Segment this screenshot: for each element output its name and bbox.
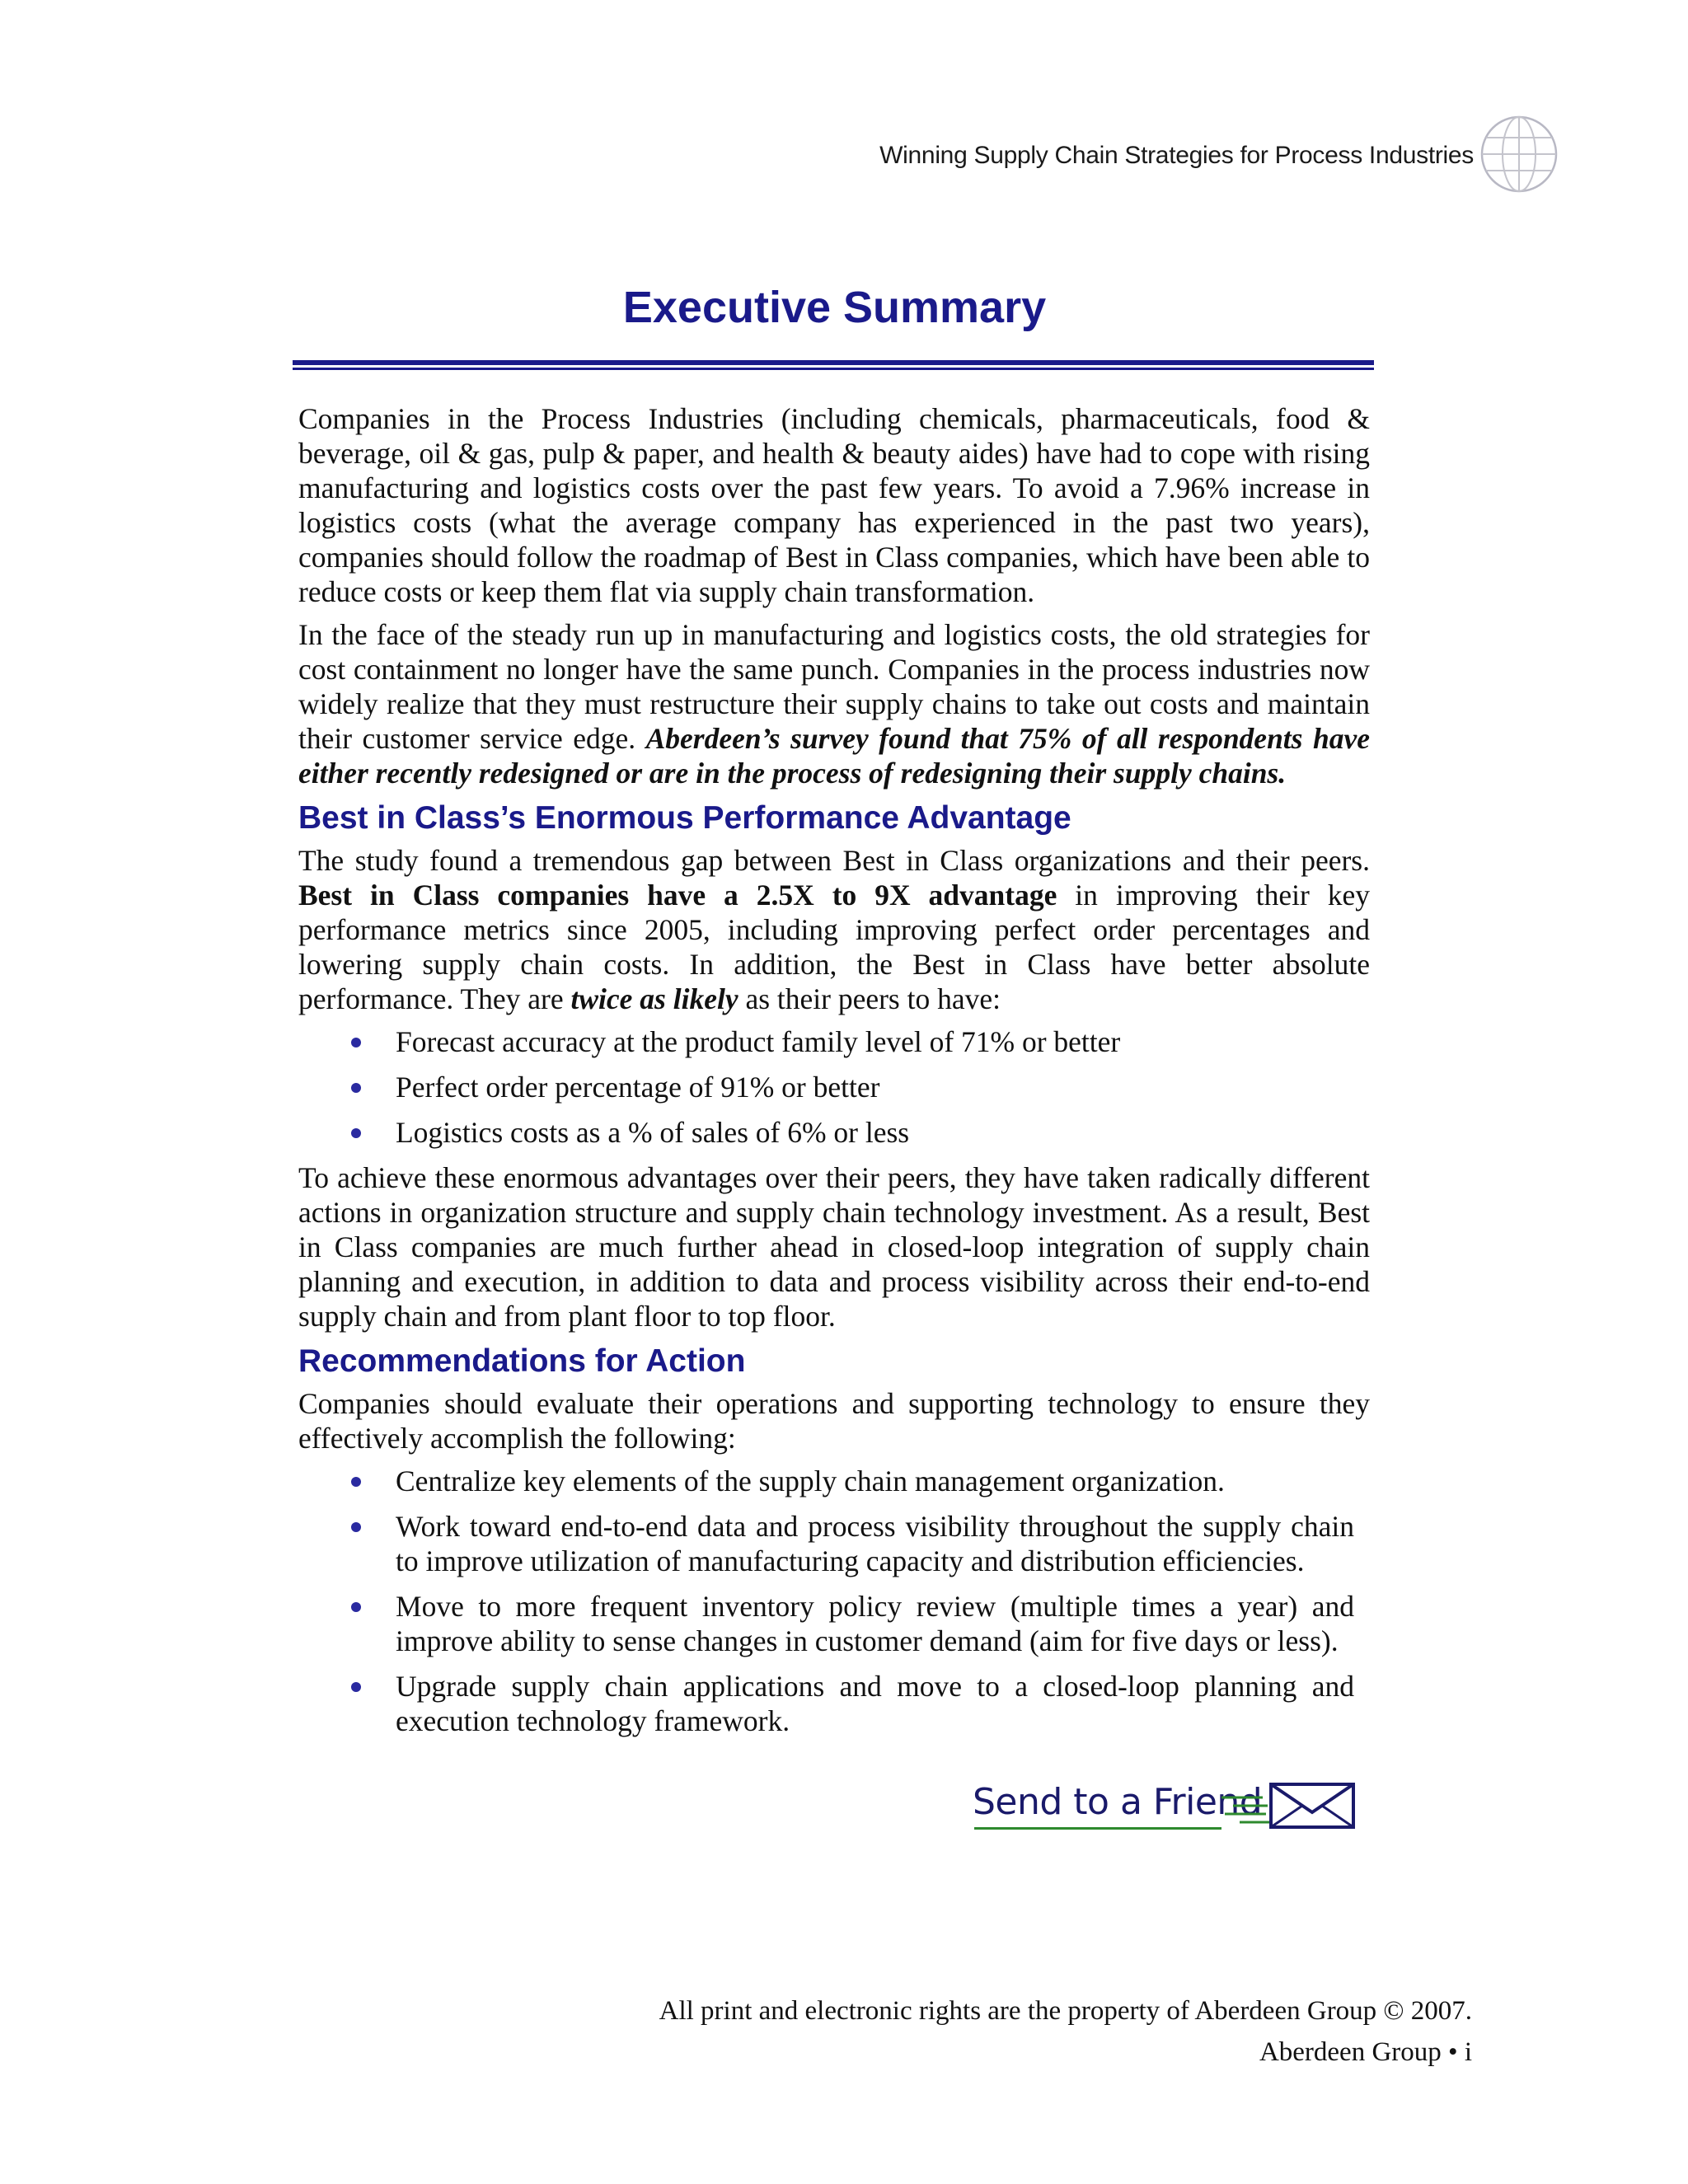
main-content: [298, 401, 1370, 1749]
performance-bullet-list: [298, 1024, 1354, 1150]
send-to-friend-label: Send to a Friend: [973, 1781, 1263, 1823]
title-divider: [293, 360, 1374, 372]
send-to-friend-underline: [974, 1827, 1221, 1830]
intro-paragraph-2-text: In the face of the steady run up in manufacturing and logistics costs, the old strategies for cost containment no longer have the same punch. Companies in the process industries now widely realize that they must restructure their supply chains to take out costs and maintain their customer service edge.: [298, 618, 1370, 755]
globe-icon: [1478, 113, 1560, 195]
recommendations-bullet-list: [298, 1464, 1354, 1738]
intro-paragraph-1: Companies in the Process Industries (including chemicals, pharmaceuticals, food & beverage, oil & gas, pulp & paper, and health & beauty aides) have had to cope with rising manufacturing and logistics costs over the past few years. To avoid a 7.96% increase in logistics costs (what the average company has experienced in the past two years), companies should follow the roadmap of Best in Class companies, which have been able to reduce costs or keep them flat via supply chain transformation.: [298, 402, 1370, 608]
twice-likely-emphasis: twice as likely: [570, 982, 738, 1015]
list-item: Upgrade supply chain applications and move to a closed-loop planning and execution technology framework.: [396, 1670, 1354, 1737]
list-item: Perfect order percentage of 91% or better: [396, 1070, 1354, 1104]
advantage-emphasis: Best in Class companies have a 2.5X to 9X advantage: [298, 879, 1057, 912]
send-to-friend-link[interactable]: [973, 1776, 1368, 1834]
intro-paragraph-2: [298, 617, 1370, 790]
recommendations-paragraph: Companies should evaluate their operations and supporting technology to ensure they effectively accomplish the following:: [298, 1387, 1370, 1455]
survey-finding-emphasis: Aberdeen’s survey found that 75% of all respondents have either recently redesigned or are in the process of redesigning their supply chains.: [298, 722, 1370, 790]
footer-page-number: Aberdeen Group • i: [1259, 2037, 1472, 2067]
advantages-paragraph: To achieve these enormous advantages over their peers, they have taken radically different actions in organization structure and supply chain technology investment. As a result, Best in Class companies are much further ahead in closed-loop integration of supply chain planning and execution, in addition to data and process visibility across their end-to-end supply chain and from plant floor to top floor.: [298, 1161, 1370, 1333]
performance-paragraph: [298, 843, 1370, 1016]
performance-text-mid: in improving their key performance metrics since 2005, including improving perfect order percentages and lowering supply chain costs. In addition, the Best in Class have better absolute performance. They are: [298, 879, 1370, 1015]
list-item: Move to more frequent inventory policy review (multiple times a year) and improve ability to sense changes in customer demand (aim for five days or less).: [396, 1590, 1354, 1657]
section-heading-recommendations: Recommendations for Action: [298, 1343, 746, 1379]
footer-copyright: All print and electronic rights are the property of Aberdeen Group © 2007.: [659, 1996, 1472, 2026]
list-item: Logistics costs as a % of sales of 6% or less: [396, 1115, 1354, 1150]
list-item: Work toward end-to-end data and process visibility throughout the supply chain to improve utilization of manufacturing capacity and distribution efficiencies.: [396, 1510, 1354, 1577]
list-item: Forecast accuracy at the product family level of 71% or better: [396, 1024, 1354, 1059]
page-title: Executive Summary: [622, 283, 1047, 332]
section-heading-performance: Best in Class’s Enormous Performance Advantage: [298, 800, 1071, 836]
performance-text-end: as their peers to have:: [738, 982, 1001, 1015]
envelope-icon: [1220, 1779, 1360, 1832]
performance-text-start: The study found a tremendous gap between Best in Class organizations and their peers.: [298, 844, 1370, 877]
running-header: Winning Supply Chain Strategies for Process Industries: [879, 142, 1474, 169]
list-item: Centralize key elements of the supply chain management organization.: [396, 1464, 1354, 1498]
